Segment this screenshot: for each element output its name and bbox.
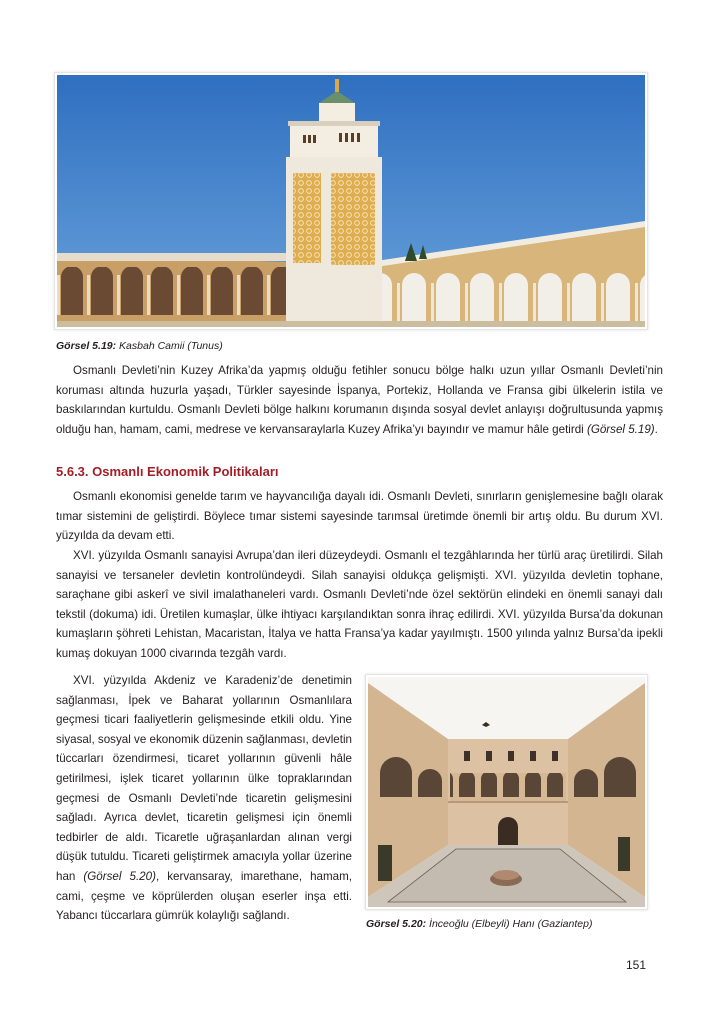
figure-label: Görsel 5.20: xyxy=(366,918,427,930)
section-heading: 5.6.3. Osmanlı Ekonomik Politikaları xyxy=(56,464,279,479)
inceoglu-han-photo xyxy=(368,677,645,907)
paragraph-industry: XVI. yüzyılda Osmanlı sanayisi Avrupa’dan ileri düzeydeydi. Osmanlı el tezgâhlarında her türlü araç üretilirdi. Silah sanayisi ve tersaneler devletin kontrolündeydi. Silah sanayisi oldukça gelişmişti. XVI. yüzyılda devletin tophane, saraçhane gibi askerî ve sivil imalathaneleri vardı. Osmanlı Devleti’nde özel sektörün elindeki en önemli sanayi dalı tekstil (dokuma) idi. Üretilen kumaşlar, ülke ihtiyacı karşılandıktan sonra ihraç edilirdi. XVI. yüzyılda Bursa’da dokunan kumaşların şöhreti Lehistan, Macaristan, İtalya ve hatta Fransa’ya kadar yayılmıştı. 1500 yılında yalnız Bursa’da ipekli kumaş dokuyan 1000 civarında tezgâh vardı. xyxy=(56,549,663,660)
kasbah-mosque-photo xyxy=(57,75,645,327)
figure-caption-inceoglu xyxy=(366,918,592,930)
figure-inceoglu-han xyxy=(365,674,648,910)
figure-title: Kasbah Camii (Tunus) xyxy=(119,340,223,352)
figure-reference: (Görsel 5.19) xyxy=(586,422,655,436)
paragraph-agriculture: Osmanlı ekonomisi genelde tarım ve hayvancılığa dayalı idi. Osmanlı Devleti, sınırların genişlemesine bağlı olarak tımar sistemini de geliştirdi. Böylece tımar sistemi sayesinde tarımsal üretimde önemli bir artış oldu. Bu durum XVI. yüzyılda da devam etti. xyxy=(56,490,663,543)
figure-kasbah-mosque xyxy=(54,72,648,330)
page-number: 151 xyxy=(626,958,647,972)
figure-caption-kasbah xyxy=(56,340,223,352)
figure-title: İnceoğlu (Elbeyli) Hanı (Gaziantep) xyxy=(429,918,593,930)
figure-label: Görsel 5.19: xyxy=(56,340,117,352)
figure-reference: (Görsel 5.20) xyxy=(83,869,156,883)
paragraph-north-africa: Osmanlı Devleti’nin Kuzey Afrika’da yapmış olduğu fetihler sonucu bölge halkı uzun yıllar Osmanlı Devleti’nin koruması altında huzurla yaşadı, Türkler sayesinde İspanya, Portekiz, Hollanda ve Fransa gibi ülkelerin istila ve baskılarından kurtuldu. Osmanlı Devleti bölge halkını korumanın dışında sosyal devlet anlayışı doğrultusunda yapmış olduğu han, hamam, cami, medrese ve kervansaraylarla Kuzey Afrika’yı bayındır ve mamur hâle getirdi (Görsel 5.19). xyxy=(56,364,663,436)
paragraph-trade: XVI. yüzyılda Akdeniz ve Karadeniz’de denetimin sağlanması, İpek ve Baharat yollarının Osmanlılara geçmesi ticari faaliyetlerin gelişmesinde etkili oldu. Yine siyasal, sosyal ve ekonomik düzenin sağlanması, devletin tüccarları özendirmesi, ticaret yollarının güvenli hâle getirilmesi, işlek ticaret yollarının ülke topraklarından geçmesi de Osmanlı Devleti’nde ticaretin gelişmesini sağladı. Ayrıca devlet, ticaretin gelişmesi için önemli tedbirler de aldı. Ticaretle uğraşanlardan alınan vergi düşük tutuldu. Ticareti geliştirmek amacıyla yollar üzerine han (Görsel 5.20), kervansaray, imarethane, hamam, cami, çeşme ve köprülerden oluşan eserler inşa etti. Yabancı tüccarlara gümrük kolaylığı sağlandı. xyxy=(56,674,352,923)
